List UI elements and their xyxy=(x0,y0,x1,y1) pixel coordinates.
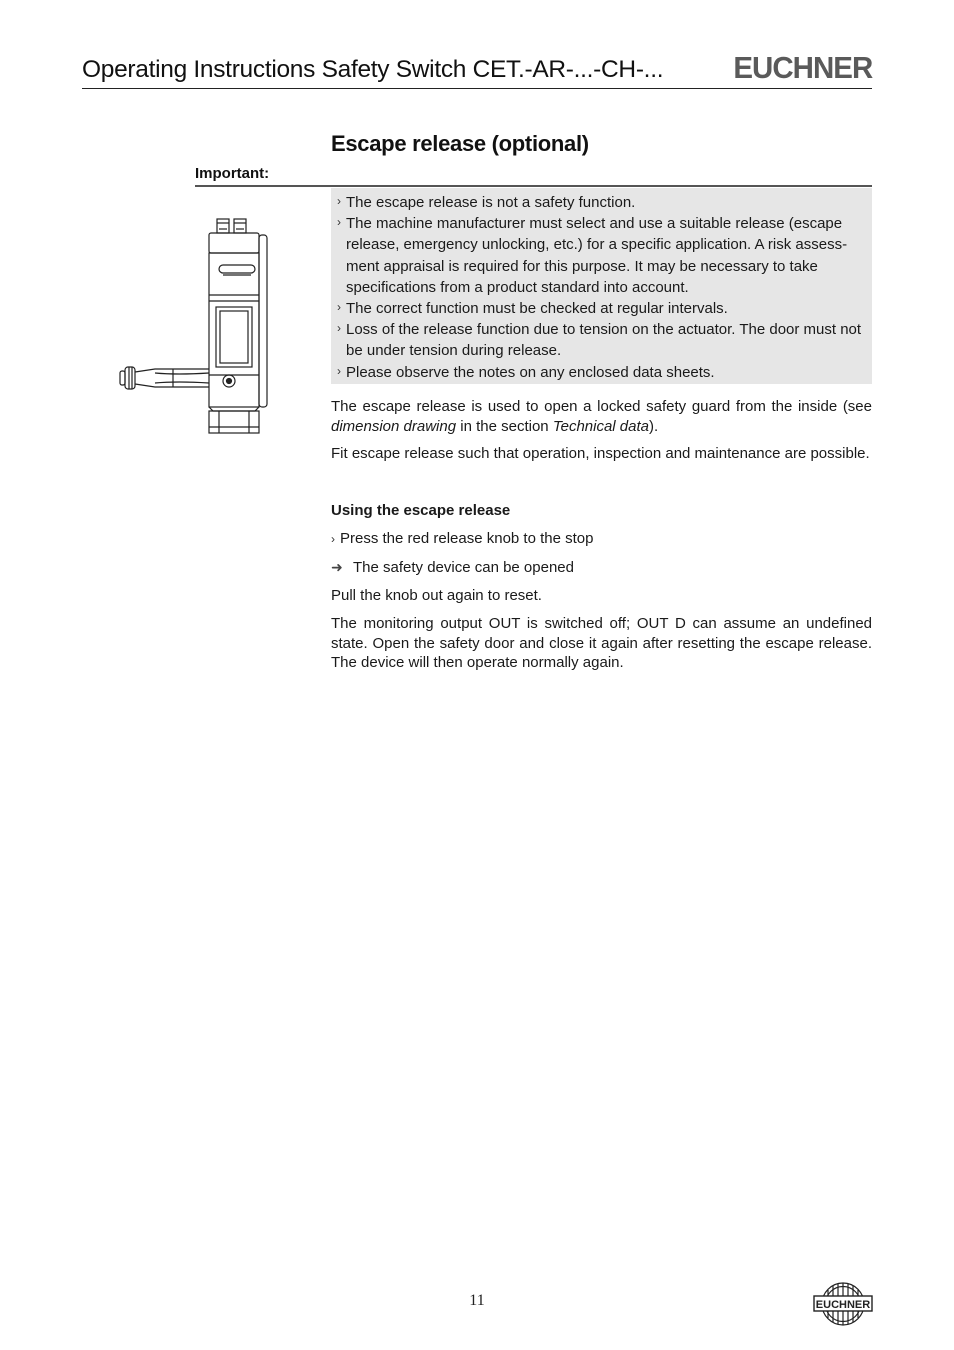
technical-data-reference: Technical data xyxy=(552,417,649,435)
important-label: Important: xyxy=(195,165,270,182)
section-title: Escape release (optional) xyxy=(331,131,589,156)
important-notes-box xyxy=(331,188,872,384)
intro-paragraph xyxy=(331,397,872,436)
intro-text: in the section xyxy=(456,417,553,435)
note-item: › The escape release is not a safety function. xyxy=(346,192,866,213)
page-number: 11 xyxy=(469,1292,485,1309)
arrow-right-icon: ➜ xyxy=(331,559,343,575)
important-divider xyxy=(195,185,872,187)
intro-text: ). xyxy=(649,417,659,435)
euchner-logo: EUCHNER xyxy=(733,50,872,85)
header-divider xyxy=(82,88,872,89)
fit-instructions: Fit escape release such that operation, inspection and maintenance are possible. xyxy=(331,445,870,462)
using-escape-release-heading: Using the escape release xyxy=(331,502,511,519)
important-notes-list xyxy=(331,188,872,383)
result-item xyxy=(331,558,574,578)
safety-switch-drawing xyxy=(115,215,280,442)
reset-instructions: Pull the knob out again to reset. xyxy=(331,587,542,604)
step-text: Press the red release knob to the stop xyxy=(340,530,594,547)
result-text: The safety device can be opened xyxy=(353,559,574,576)
note-item: › The correct function must be checked at regular intervals. xyxy=(346,298,866,319)
document-title: Operating Instructions Safety Switch CET.-AR-...-CH-... xyxy=(82,56,664,83)
dimension-drawing-reference: dimension drawing xyxy=(331,417,457,435)
step-item xyxy=(331,529,593,550)
intro-text: The escape release is used to open a locked safety guard from the inside (see xyxy=(331,398,872,415)
escape-release-illustration xyxy=(115,215,280,437)
note-item: › Loss of the release function due to tension on the actuator. The door must not be under tension during release. xyxy=(346,319,866,361)
note-item: › Please observe the notes on any enclosed data sheets. xyxy=(346,362,866,383)
note-item: › The machine manufacturer must select and use a suitable release (escape release, emergency unlocking, etc.) for a specific application. A risk assess-ment appraisal is required for this purpose. It may be necessary to take specifications from a product standard into account. xyxy=(346,213,866,298)
euchner-seal-logo xyxy=(812,1280,874,1333)
bullet-icon: › xyxy=(331,532,335,546)
monitoring-output-paragraph: The monitoring output OUT is switched off; OUT D can assume an undefined state. Open the safety door and close it again after resetting the escape release. The device will then operate normally again. xyxy=(331,615,872,671)
logo-text: EUCHNER xyxy=(815,1299,871,1311)
